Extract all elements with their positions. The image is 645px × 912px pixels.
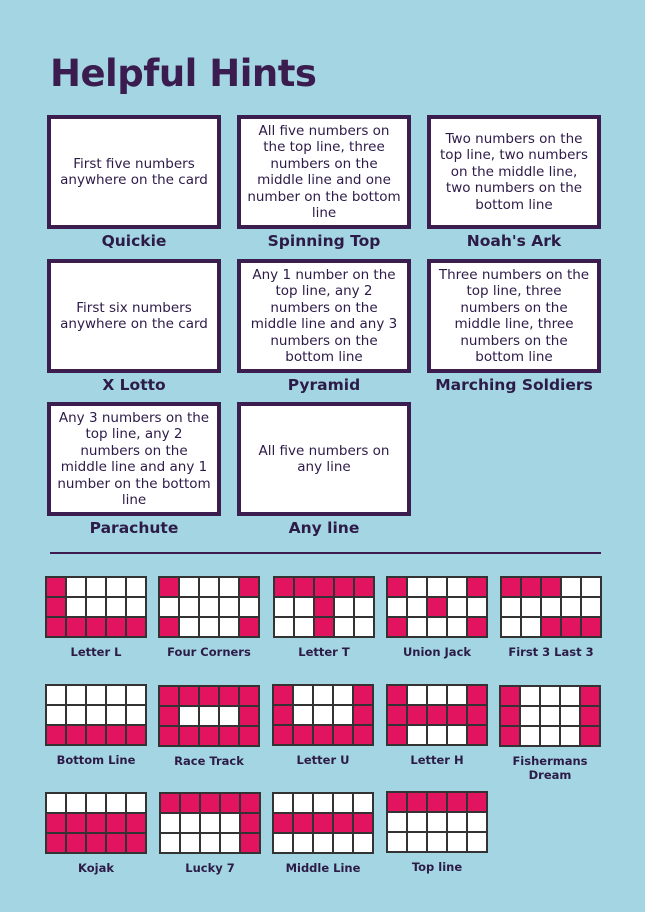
marked-cell: [274, 686, 292, 704]
empty-cell: [408, 618, 426, 636]
marked-cell: [161, 794, 179, 812]
pattern-kojak: [41, 792, 151, 875]
hint-description: Any 3 numbers on the top line, any 2 numbers on the middle line and any 1 number on the bottom line: [47, 402, 221, 516]
marked-cell: [241, 834, 259, 852]
pattern-label: Union Jack: [402, 645, 472, 659]
marked-cell: [47, 618, 65, 636]
empty-cell: [161, 834, 179, 852]
empty-cell: [87, 706, 105, 724]
pattern-race-track: [154, 685, 264, 768]
marked-cell: [468, 726, 486, 744]
marked-cell: [87, 726, 105, 744]
marked-cell: [47, 814, 65, 832]
hint-card-noahs-ark: [427, 115, 601, 250]
empty-cell: [127, 598, 145, 616]
marked-cell: [220, 687, 238, 705]
marked-cell: [428, 706, 446, 724]
hint-name: Any line: [288, 519, 360, 537]
hint-description: All five numbers on any line: [237, 402, 411, 516]
page-title: Helpful Hints: [50, 52, 317, 95]
marked-cell: [127, 814, 145, 832]
empty-cell: [354, 794, 372, 812]
marked-cell: [388, 686, 406, 704]
empty-cell: [502, 618, 520, 636]
pattern-grid: [159, 792, 261, 854]
marked-cell: [501, 687, 519, 705]
empty-cell: [388, 833, 406, 851]
empty-cell: [220, 598, 238, 616]
marked-cell: [448, 706, 466, 724]
pattern-label: Kojak: [78, 861, 114, 875]
empty-cell: [542, 598, 560, 616]
empty-cell: [448, 726, 466, 744]
marked-cell: [315, 578, 333, 596]
empty-cell: [181, 814, 199, 832]
hint-name: Noah's Ark: [466, 232, 562, 250]
empty-cell: [274, 794, 292, 812]
pattern-letter-l: [41, 576, 151, 659]
empty-cell: [521, 727, 539, 745]
empty-cell: [354, 834, 372, 852]
marked-cell: [294, 814, 312, 832]
empty-cell: [240, 598, 258, 616]
empty-cell: [221, 814, 239, 832]
pattern-grid: [158, 685, 260, 747]
marked-cell: [388, 706, 406, 724]
empty-cell: [107, 598, 125, 616]
empty-cell: [180, 598, 198, 616]
pattern-top-line: [382, 791, 492, 874]
empty-cell: [295, 598, 313, 616]
empty-cell: [541, 687, 559, 705]
empty-cell: [541, 727, 559, 745]
empty-cell: [562, 598, 580, 616]
empty-cell: [468, 833, 486, 851]
empty-cell: [428, 833, 446, 851]
marked-cell: [354, 814, 372, 832]
empty-cell: [408, 598, 426, 616]
empty-cell: [448, 833, 466, 851]
empty-cell: [468, 598, 486, 616]
marked-cell: [107, 834, 125, 852]
hint-description: First six numbers anywhere on the card: [47, 259, 221, 373]
empty-cell: [408, 686, 426, 704]
empty-cell: [314, 794, 332, 812]
marked-cell: [47, 726, 65, 744]
pattern-first-3-last-3: [496, 576, 606, 659]
empty-cell: [275, 598, 293, 616]
empty-cell: [562, 578, 580, 596]
marked-cell: [468, 706, 486, 724]
marked-cell: [127, 834, 145, 852]
empty-cell: [87, 686, 105, 704]
hint-name: Marching Soldiers: [435, 376, 593, 394]
pattern-grid: [272, 792, 374, 854]
empty-cell: [502, 598, 520, 616]
marked-cell: [388, 618, 406, 636]
pattern-grid: [45, 684, 147, 746]
empty-cell: [161, 814, 179, 832]
empty-cell: [67, 706, 85, 724]
marked-cell: [355, 578, 373, 596]
empty-cell: [448, 578, 466, 596]
marked-cell: [241, 794, 259, 812]
hint-card-spinning-top: [237, 115, 411, 250]
marked-cell: [315, 618, 333, 636]
empty-cell: [47, 706, 65, 724]
empty-cell: [127, 686, 145, 704]
marked-cell: [181, 794, 199, 812]
marked-cell: [47, 834, 65, 852]
empty-cell: [201, 814, 219, 832]
marked-cell: [274, 726, 292, 744]
empty-cell: [221, 834, 239, 852]
empty-cell: [428, 813, 446, 831]
empty-cell: [181, 834, 199, 852]
marked-cell: [354, 686, 372, 704]
hint-name: Spinning Top: [267, 232, 381, 250]
empty-cell: [448, 686, 466, 704]
empty-cell: [47, 794, 65, 812]
empty-cell: [428, 686, 446, 704]
marked-cell: [240, 707, 258, 725]
empty-cell: [335, 598, 353, 616]
empty-cell: [428, 578, 446, 596]
marked-cell: [581, 727, 599, 745]
marked-cell: [388, 793, 406, 811]
hint-description: All five numbers on the top line, three numbers on the middle line and one number on the bottom line: [237, 115, 411, 229]
empty-cell: [127, 794, 145, 812]
pattern-label: Letter H: [410, 753, 464, 767]
empty-cell: [561, 687, 579, 705]
pattern-lucky-7: [155, 792, 265, 875]
marked-cell: [240, 727, 258, 745]
empty-cell: [582, 578, 600, 596]
empty-cell: [428, 726, 446, 744]
marked-cell: [240, 618, 258, 636]
pattern-grid: [158, 576, 260, 638]
pattern-letter-u: [268, 684, 378, 767]
empty-cell: [87, 578, 105, 596]
pattern-grid: [272, 684, 374, 746]
empty-cell: [582, 598, 600, 616]
marked-cell: [67, 834, 85, 852]
marked-cell: [200, 727, 218, 745]
hint-name: Pyramid: [287, 376, 361, 394]
pattern-grid: [386, 791, 488, 853]
pattern-letter-t: [269, 576, 379, 659]
empty-cell: [561, 727, 579, 745]
marked-cell: [200, 687, 218, 705]
marked-cell: [315, 598, 333, 616]
marked-cell: [501, 727, 519, 745]
empty-cell: [294, 794, 312, 812]
pattern-grid: [45, 576, 147, 638]
hint-card-marching-soldiers: [427, 259, 601, 394]
marked-cell: [47, 578, 65, 596]
marked-cell: [107, 726, 125, 744]
empty-cell: [67, 578, 85, 596]
empty-cell: [408, 726, 426, 744]
empty-cell: [335, 618, 353, 636]
marked-cell: [107, 618, 125, 636]
pattern-grid: [500, 576, 602, 638]
marked-cell: [448, 793, 466, 811]
empty-cell: [67, 686, 85, 704]
marked-cell: [274, 706, 292, 724]
pattern-fishermans-dream: [495, 685, 605, 782]
empty-cell: [334, 706, 352, 724]
pattern-label: Middle Line: [285, 861, 361, 875]
empty-cell: [107, 794, 125, 812]
marked-cell: [160, 578, 178, 596]
empty-cell: [127, 706, 145, 724]
marked-cell: [335, 578, 353, 596]
empty-cell: [107, 686, 125, 704]
marked-cell: [542, 618, 560, 636]
empty-cell: [200, 578, 218, 596]
marked-cell: [334, 726, 352, 744]
marked-cell: [274, 814, 292, 832]
pattern-label: Four Corners: [167, 645, 251, 659]
marked-cell: [334, 814, 352, 832]
empty-cell: [160, 598, 178, 616]
empty-cell: [67, 598, 85, 616]
marked-cell: [127, 618, 145, 636]
empty-cell: [220, 618, 238, 636]
marked-cell: [502, 578, 520, 596]
pattern-label: Lucky 7: [185, 861, 235, 875]
empty-cell: [388, 598, 406, 616]
pattern-label: Letter U: [296, 753, 350, 767]
empty-cell: [355, 618, 373, 636]
empty-cell: [180, 578, 198, 596]
empty-cell: [295, 618, 313, 636]
empty-cell: [47, 686, 65, 704]
empty-cell: [87, 794, 105, 812]
empty-cell: [220, 578, 238, 596]
empty-cell: [67, 794, 85, 812]
pattern-label: Bottom Line: [56, 753, 136, 767]
empty-cell: [274, 834, 292, 852]
marked-cell: [354, 726, 372, 744]
marked-cell: [295, 578, 313, 596]
hint-name: Quickie: [101, 232, 167, 250]
marked-cell: [388, 578, 406, 596]
empty-cell: [220, 707, 238, 725]
marked-cell: [87, 618, 105, 636]
marked-cell: [220, 727, 238, 745]
marked-cell: [408, 793, 426, 811]
empty-cell: [127, 578, 145, 596]
marked-cell: [468, 793, 486, 811]
empty-cell: [201, 834, 219, 852]
empty-cell: [522, 618, 540, 636]
marked-cell: [294, 726, 312, 744]
hint-description: Three numbers on the top line, three numbers on the middle line, three numbers on the bottom line: [427, 259, 601, 373]
pattern-middle-line: [268, 792, 378, 875]
marked-cell: [314, 814, 332, 832]
marked-cell: [160, 687, 178, 705]
marked-cell: [160, 727, 178, 745]
empty-cell: [521, 707, 539, 725]
pattern-label: First 3 Last 3: [508, 645, 594, 659]
empty-cell: [180, 618, 198, 636]
marked-cell: [87, 814, 105, 832]
hint-card-any-line: [237, 402, 411, 537]
empty-cell: [180, 707, 198, 725]
empty-cell: [334, 686, 352, 704]
empty-cell: [87, 598, 105, 616]
hint-description: Any 1 number on the top line, any 2 numbers on the middle line and any 3 numbers on the bottom line: [237, 259, 411, 373]
hint-description: Two numbers on the top line, two numbers on the middle line, two numbers on the bottom line: [427, 115, 601, 229]
empty-cell: [388, 813, 406, 831]
pattern-letter-h: [382, 684, 492, 767]
marked-cell: [160, 707, 178, 725]
marked-cell: [180, 727, 198, 745]
marked-cell: [468, 578, 486, 596]
pattern-label: Top line: [411, 860, 463, 874]
empty-cell: [355, 598, 373, 616]
marked-cell: [428, 793, 446, 811]
hint-name: X Lotto: [102, 376, 166, 394]
marked-cell: [240, 687, 258, 705]
marked-cell: [354, 706, 372, 724]
empty-cell: [314, 834, 332, 852]
hint-card-parachute: [47, 402, 221, 537]
marked-cell: [582, 618, 600, 636]
marked-cell: [241, 814, 259, 832]
pattern-grid: [499, 685, 601, 747]
marked-cell: [468, 618, 486, 636]
marked-cell: [468, 686, 486, 704]
pattern-union-jack: [382, 576, 492, 659]
marked-cell: [542, 578, 560, 596]
pattern-grid: [386, 576, 488, 638]
empty-cell: [107, 578, 125, 596]
empty-cell: [521, 687, 539, 705]
pattern-grid: [273, 576, 375, 638]
marked-cell: [314, 726, 332, 744]
empty-cell: [200, 618, 218, 636]
marked-cell: [67, 726, 85, 744]
pattern-four-corners: [154, 576, 264, 659]
marked-cell: [581, 687, 599, 705]
empty-cell: [294, 834, 312, 852]
pattern-label: Race Track: [174, 754, 244, 768]
empty-cell: [200, 707, 218, 725]
empty-cell: [522, 598, 540, 616]
pattern-grid: [45, 792, 147, 854]
pattern-label: Fishermans Dream: [512, 754, 588, 782]
marked-cell: [221, 794, 239, 812]
hint-description: First five numbers anywhere on the card: [47, 115, 221, 229]
pattern-bottom-line: [41, 684, 151, 767]
empty-cell: [107, 706, 125, 724]
empty-cell: [468, 813, 486, 831]
marked-cell: [107, 814, 125, 832]
empty-cell: [561, 707, 579, 725]
marked-cell: [160, 618, 178, 636]
marked-cell: [501, 707, 519, 725]
marked-cell: [67, 618, 85, 636]
hint-name: Parachute: [89, 519, 179, 537]
hint-card-pyramid: [237, 259, 411, 394]
marked-cell: [180, 687, 198, 705]
marked-cell: [428, 598, 446, 616]
empty-cell: [448, 813, 466, 831]
marked-cell: [201, 794, 219, 812]
hint-card-quickie: [47, 115, 221, 250]
marked-cell: [275, 578, 293, 596]
marked-cell: [127, 726, 145, 744]
empty-cell: [448, 618, 466, 636]
empty-cell: [334, 794, 352, 812]
empty-cell: [541, 707, 559, 725]
marked-cell: [388, 726, 406, 744]
empty-cell: [334, 834, 352, 852]
empty-cell: [294, 706, 312, 724]
marked-cell: [240, 578, 258, 596]
hint-card-x-lotto: [47, 259, 221, 394]
marked-cell: [408, 706, 426, 724]
pattern-label: Letter L: [70, 645, 122, 659]
empty-cell: [200, 598, 218, 616]
empty-cell: [408, 578, 426, 596]
marked-cell: [67, 814, 85, 832]
marked-cell: [522, 578, 540, 596]
marked-cell: [87, 834, 105, 852]
marked-cell: [562, 618, 580, 636]
pattern-label: Letter T: [298, 645, 350, 659]
pattern-grid: [386, 684, 488, 746]
marked-cell: [581, 707, 599, 725]
empty-cell: [448, 598, 466, 616]
empty-cell: [314, 706, 332, 724]
section-divider: [50, 552, 601, 554]
empty-cell: [275, 618, 293, 636]
empty-cell: [408, 833, 426, 851]
marked-cell: [47, 598, 65, 616]
empty-cell: [408, 813, 426, 831]
empty-cell: [428, 618, 446, 636]
empty-cell: [314, 686, 332, 704]
empty-cell: [294, 686, 312, 704]
